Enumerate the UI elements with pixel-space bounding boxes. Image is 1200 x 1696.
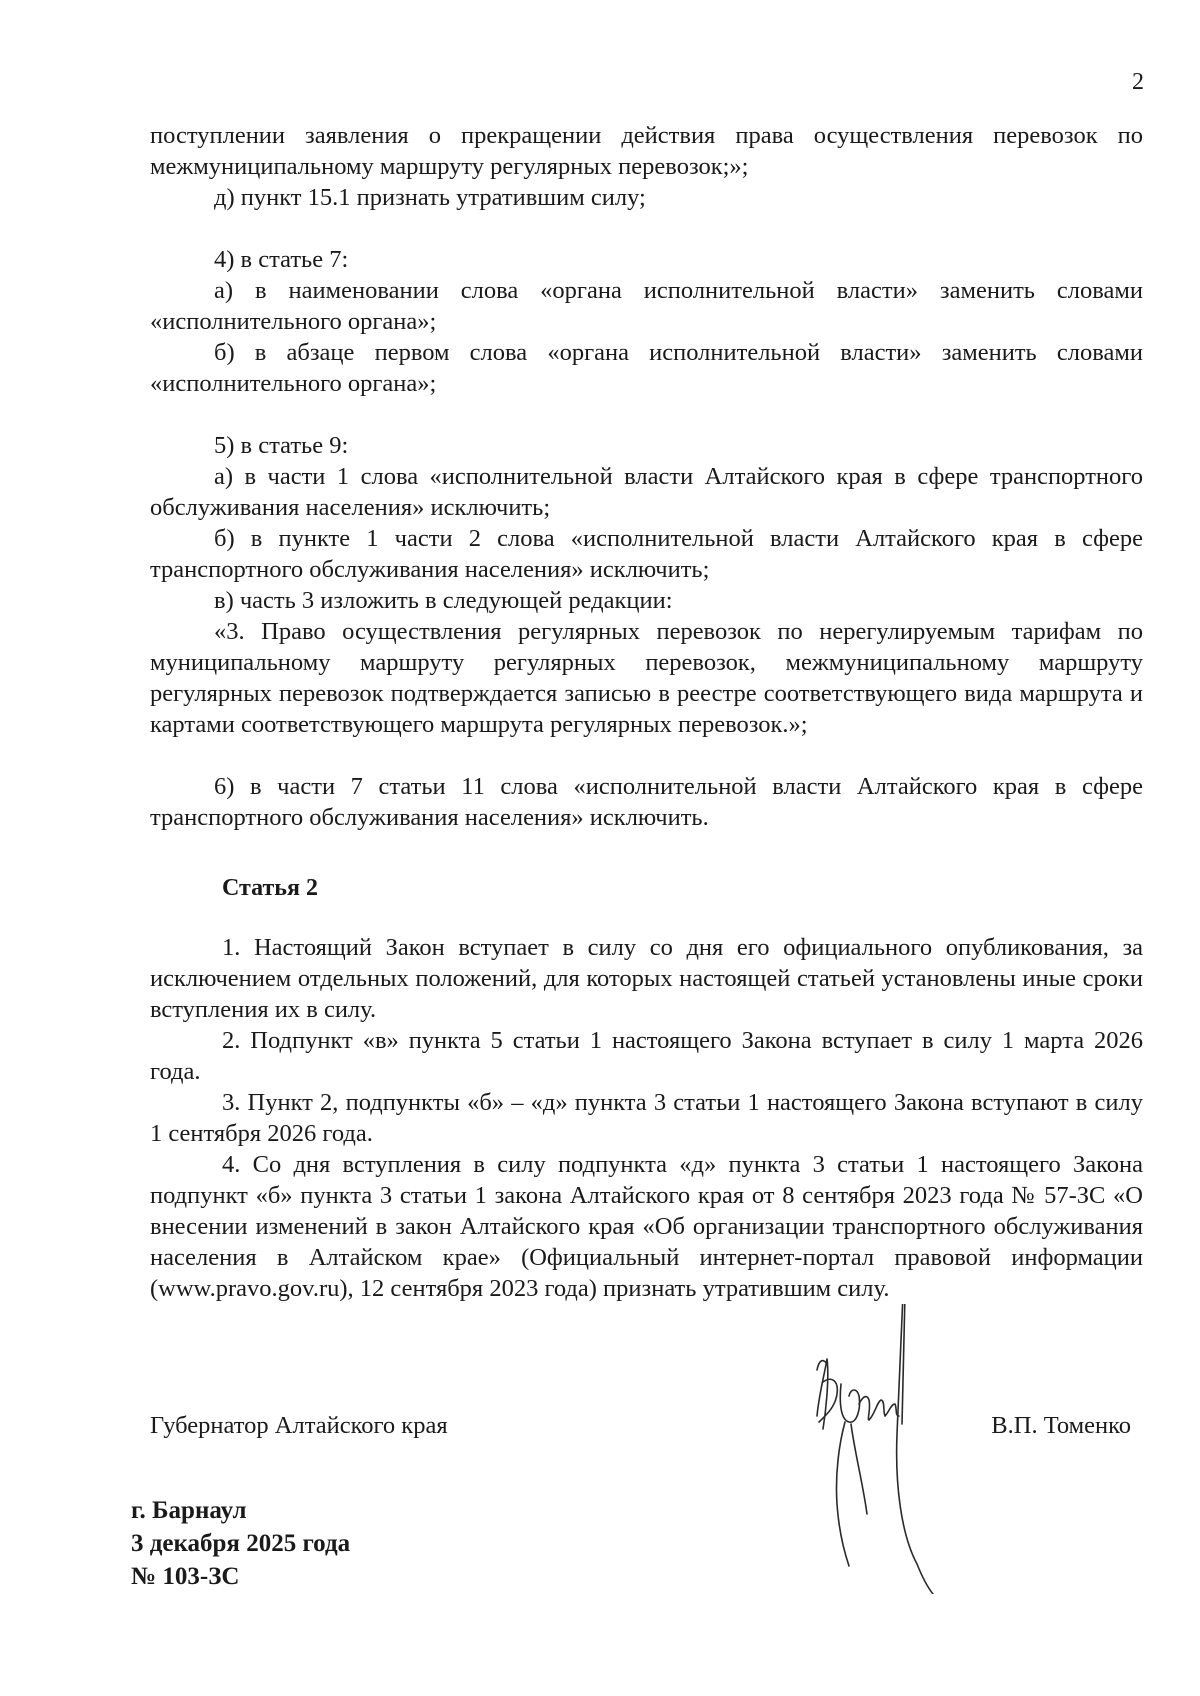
paragraph: «3. Право осуществления регулярных перевозок по нерегулируемым тарифам по муниципальному маршруту регулярных перевозок, межмуниципальному маршруту регулярных перевозок подтверждается записью в реестре соответствующего вида маршрута и картами соответствующего маршрута регулярных перевозок.»; <box>150 618 1143 738</box>
paragraph: а) в наименовании слова «органа исполнительной власти» заменить словами «исполнительного органа»; <box>150 277 1143 335</box>
document-body <box>150 120 1143 1594</box>
article-2-clause: 4. Со дня вступления в силу подпункта «д» пункта 3 статьи 1 настоящего Закона подпункт «б» пункта 3 статьи 1 закона Алтайского края от 8 сентября 2023 года № 57-ЗС «О внесении изменений в закон Алтайского края «Об организации транспортного обслуживания населения в Алтайском крае» (Официальный интернет-портал правовой информации (www.pravo.gov.ru), 12 сентября 2023 года) признать утратившим силу. <box>150 1151 1143 1302</box>
page-number: 2 <box>1132 69 1144 95</box>
article-2-clause: 1. Настоящий Закон вступает в силу со дня его официального опубликования, за исключением отдельных положений, для которых настоящей статьей установлены иные сроки вступления их в силу. <box>150 934 1143 1023</box>
paragraph: б) в абзаце первом слова «органа исполнительной власти» заменить словами «исполнительного органа»; <box>150 339 1143 397</box>
signer-name: В.П. Томенко <box>991 1412 1131 1439</box>
amendments-list <box>150 120 1143 833</box>
paragraph: д) пункт 15.1 признать утратившим силу; <box>214 184 646 211</box>
paragraph: б) в пункте 1 части 2 слова «исполнительной власти Алтайского края в сфере транспортного обслуживания населения» исключить; <box>150 525 1143 583</box>
paragraph: 6) в части 7 статьи 11 слова «исполнительной власти Алтайского края в сфере транспортного обслуживания населения» исключить. <box>150 773 1143 831</box>
article-2-clause: 2. Подпункт «в» пункта 5 статьи 1 настоящего Закона вступает в силу 1 марта 2026 года. <box>150 1027 1143 1085</box>
article-2-heading: Статья 2 <box>222 875 318 901</box>
handwritten-signature <box>805 1304 1065 1594</box>
signer-position: Губернатор Алтайского края <box>150 1412 448 1439</box>
paragraph: 4) в статье 7: <box>214 246 349 273</box>
article-2-clause: 3. Пункт 2, подпункты «б» – «д» пункта 3 статьи 1 настоящего Закона вступают в силу 1 сентября 2026 года. <box>150 1089 1143 1147</box>
city: г. Барнаул <box>131 1497 247 1524</box>
paragraph-gap <box>150 740 1143 771</box>
paragraph: поступлении заявления о прекращении действия права осуществления перевозок по межмуниципальному маршруту регулярных перевозок;»; <box>150 122 1143 180</box>
law-date: 3 декабря 2025 года <box>131 1530 351 1557</box>
place-date-block <box>131 1494 350 1593</box>
paragraph: 5) в статье 9: <box>214 432 349 459</box>
law-number: № 103-ЗС <box>131 1563 240 1590</box>
paragraph-gap <box>150 213 1143 244</box>
paragraph-gap <box>150 399 1143 430</box>
paragraph: а) в части 1 слова «исполнительной власти Алтайского края в сфере транспортного обслуживания населения» исключить; <box>150 463 1143 521</box>
article-2-body <box>150 932 1143 1304</box>
paragraph: в) часть 3 изложить в следующей редакции: <box>214 587 673 614</box>
